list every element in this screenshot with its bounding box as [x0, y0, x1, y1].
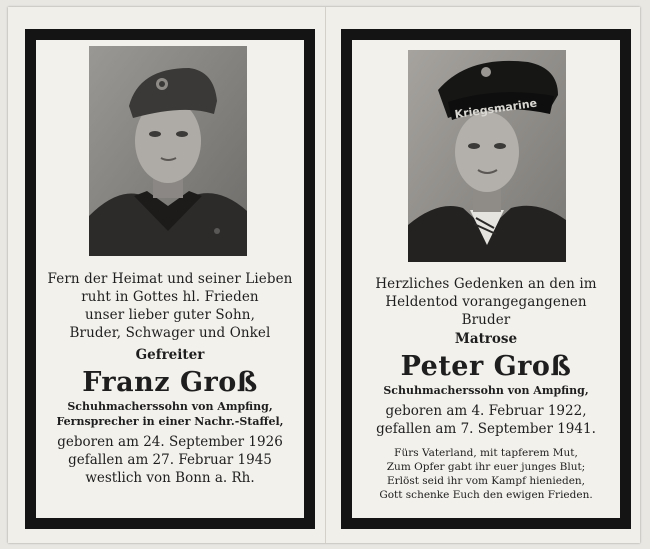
date-line: gefallen am 27. Februar 1945	[68, 452, 272, 468]
memorial-card-franz	[25, 29, 315, 529]
detail-line: Schuhmacherssohn von Ampfing,	[383, 384, 589, 397]
intro-line: Herzliches Gedenken an den im	[375, 276, 597, 292]
intro-line: Bruder, Schwager und Onkel	[69, 325, 271, 341]
center-fold	[325, 7, 326, 543]
deceased-name: Peter Groß	[400, 351, 572, 382]
intro-line: Bruder	[461, 312, 511, 328]
detail-line: Fernsprecher in einer Nachr.-Staffel,	[56, 415, 284, 428]
verse-line: Gott schenke Euch den ewigen Frieden.	[379, 489, 593, 501]
intro-line: Heldentod vorangegangenen	[385, 294, 587, 310]
rank-label: Gefreiter	[135, 347, 205, 363]
portrait-photo-peter	[408, 50, 566, 262]
intro-line: Fern der Heimat und seiner Lieben	[47, 271, 293, 287]
card-inner-panel	[36, 40, 304, 518]
intro-line: ruht in Gottes hl. Frieden	[81, 289, 259, 305]
deceased-name: Franz Groß	[82, 367, 258, 398]
card-text-franz	[36, 270, 304, 487]
date-line: geboren am 4. Februar 1922,	[385, 403, 587, 419]
cap-band-text: Kriegsmarine	[453, 96, 538, 122]
verse-line: Zum Opfer gabt ihr euer junges Blut;	[386, 461, 586, 473]
card-text-peter	[352, 275, 620, 502]
verse-line: Erlöst seid ihr vom Kampf hienieden,	[386, 475, 586, 487]
intro-line: unser lieber guter Sohn,	[84, 307, 255, 323]
portrait-photo-franz	[89, 46, 247, 256]
card-inner-panel	[352, 40, 620, 518]
date-line: westlich von Bonn a. Rh.	[85, 470, 255, 486]
detail-line: Schuhmacherssohn von Ampfing,	[67, 400, 273, 413]
verse-line: Fürs Vaterland, mit tapferem Mut,	[394, 447, 578, 459]
memorial-card-peter	[341, 29, 631, 529]
rank-label: Matrose	[454, 331, 518, 347]
date-line: gefallen am 7. September 1941.	[376, 421, 596, 437]
date-line: geboren am 24. September 1926	[57, 434, 283, 450]
